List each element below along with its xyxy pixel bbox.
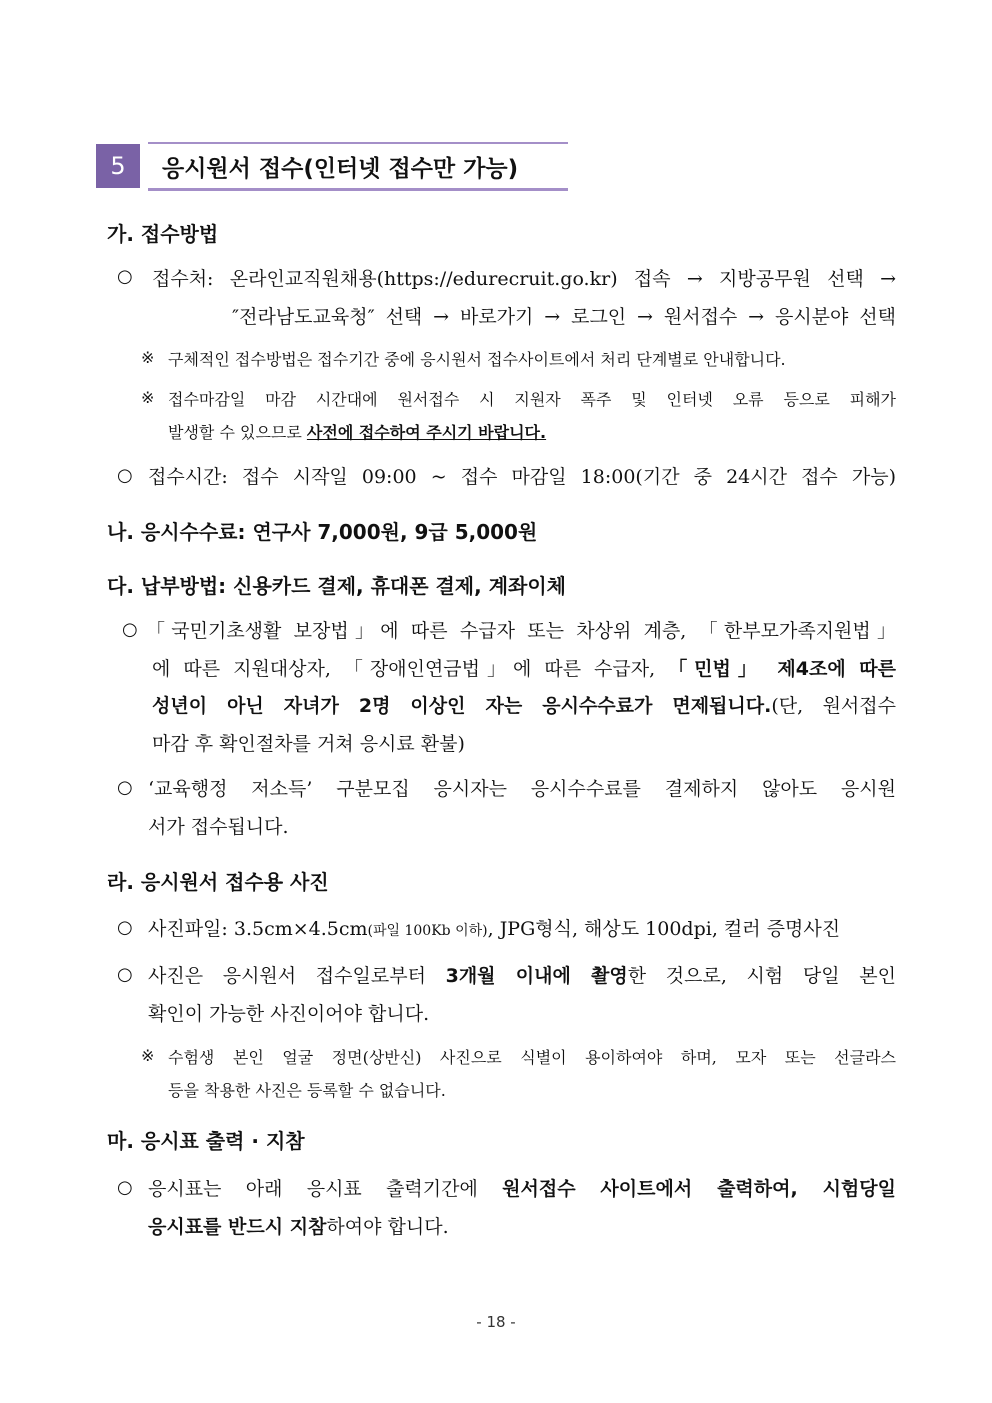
ma-bullet1-line2 (148, 1212, 449, 1239)
section-title: 응시원서 접수(인터넷 접수만 가능) (162, 156, 519, 182)
da-bullet1-line1: 「국민기초생활 보장법」에 따른 수급자 또는 차상위 계층, 「한부모가족지원법」 (146, 620, 896, 642)
ma-bullet1-line1-bold: 원서접수 사이트에서 출력하여, 시험당일 (502, 1178, 896, 1200)
section-title-box (148, 142, 568, 191)
note-mark-icon: ※ (141, 1046, 155, 1065)
note-mark-icon: ※ (141, 348, 155, 367)
da-bullet1-line2-bold: 「민법」 제4조에 따른 (668, 658, 896, 680)
bullet-circle-icon: ○ (117, 465, 133, 486)
heading-ga: 가. 접수방법 (107, 222, 219, 246)
heading-ma: 마. 응시표 출력 · 지참 (107, 1129, 305, 1153)
ra-bullet2-line2: 확인이 가능한 사진이어야 합니다. (148, 1003, 430, 1025)
ma-bullet1-line2-plain: 하여야 합니다. (326, 1216, 449, 1238)
heading-da-label: 다. 납부방법: (107, 574, 234, 598)
ra-bullet1-format: , JPG형식, 해상도 100dpi, 컬러 증명사진 (487, 918, 841, 940)
ra-bullet2-line1 (148, 961, 896, 988)
da-bullet1-line2-plain: 에 따른 지원대상자, 「장애인연금법」에 따른 수급자, (152, 658, 669, 680)
bullet-circle-icon: ○ (122, 619, 138, 640)
ga-bullet1-line2: ″전라남도교육청″ 선택 → 바로가기 → 로그인 → 원서접수 → 응시분야 선택 (232, 306, 896, 328)
da-bullet1-line3 (152, 691, 896, 718)
da-bullet2-line2: 서가 접수됩니다. (148, 816, 289, 838)
da-bullet2-line1: ‘교육행정 저소득’ 구분모집 응시자는 응시수수료를 결제하지 않아도 응시원 (148, 778, 896, 800)
da-bullet1-line3-bold: 성년이 아닌 자녀가 2명 이상인 자는 응시수수료가 면제됩니다. (152, 695, 772, 717)
heading-na: 나. 응시수수료: 연구사 7,000원, 9급 5,000원 (107, 520, 538, 544)
ra-bullet2-line1-plain: 사진은 응시원서 접수일로부터 (148, 965, 446, 987)
ra-bullet1-size: 사진파일: 3.5cm×4.5cm (148, 918, 368, 940)
heading-da-methods: 신용카드 결제, 휴대폰 결제, 계좌이체 (233, 574, 566, 598)
ra-note-line2: 등을 착용한 사진은 등록할 수 없습니다. (168, 1081, 446, 1100)
ga-note2-line2 (168, 420, 546, 443)
heading-da (107, 570, 566, 599)
bullet-circle-icon: ○ (117, 266, 133, 287)
ga-bullet2: 접수시간: 접수 시작일 09:00 ~ 접수 마감일 18:00(기간 중 24시간 접수 가능) (148, 466, 896, 488)
ga-note2-line1: 접수마감일 마감 시간대에 원서접수 시 지원자 폭주 및 인터넷 오류 등으로 피해가 (168, 390, 896, 409)
ra-note-line1: 수험생 본인 얼굴 정면(상반신) 사진으로 식별이 용이하여야 하며, 모자 또는 선글라스 (168, 1048, 896, 1067)
page-number: - 18 - (476, 1313, 516, 1331)
bullet-circle-icon: ○ (117, 777, 133, 798)
ma-bullet1-line1-plain: 응시표는 아래 응시표 출력기간에 (148, 1178, 503, 1200)
bullet-circle-icon: ○ (117, 917, 133, 938)
da-bullet1-line4: 마감 후 확인절차를 거쳐 응시료 환불) (152, 733, 465, 755)
ga-note1: 구체적인 접수방법은 접수기간 중에 응시원서 접수사이트에서 처리 단계별로 안내합니다. (168, 350, 786, 369)
section-header (96, 142, 570, 188)
ra-bullet2-line1-tail: 한 것으로, 시험 당일 본인 (627, 965, 896, 987)
ra-bullet1 (148, 914, 896, 941)
heading-ra: 라. 응시원서 접수용 사진 (107, 870, 329, 894)
ga-note2-line2-plain: 발생할 수 있으므로 (168, 423, 307, 442)
da-bullet1-line3-plain: (단, 원서접수 (771, 695, 896, 717)
bullet-circle-icon: ○ (117, 964, 133, 985)
da-bullet1-line2 (152, 654, 896, 681)
ga-bullet1-line1: 접수처: 온라인교직원채용(https://edurecruit.go.kr) 접속 → 지방공무원 선택 → (152, 268, 896, 290)
ma-bullet1-line1 (148, 1174, 896, 1201)
ra-bullet1-filesize: (파일 100Kb 이하) (367, 923, 488, 939)
ga-note2-line2-emphasis: 사전에 접수하여 주시기 바랍니다. (306, 423, 547, 442)
bullet-circle-icon: ○ (117, 1177, 133, 1198)
ra-bullet2-line1-bold: 3개월 이내에 촬영 (445, 965, 628, 987)
section-number-badge: 5 (96, 144, 140, 188)
note-mark-icon: ※ (141, 388, 155, 407)
ma-bullet1-line2-bold: 응시표를 반드시 지참 (148, 1216, 327, 1238)
